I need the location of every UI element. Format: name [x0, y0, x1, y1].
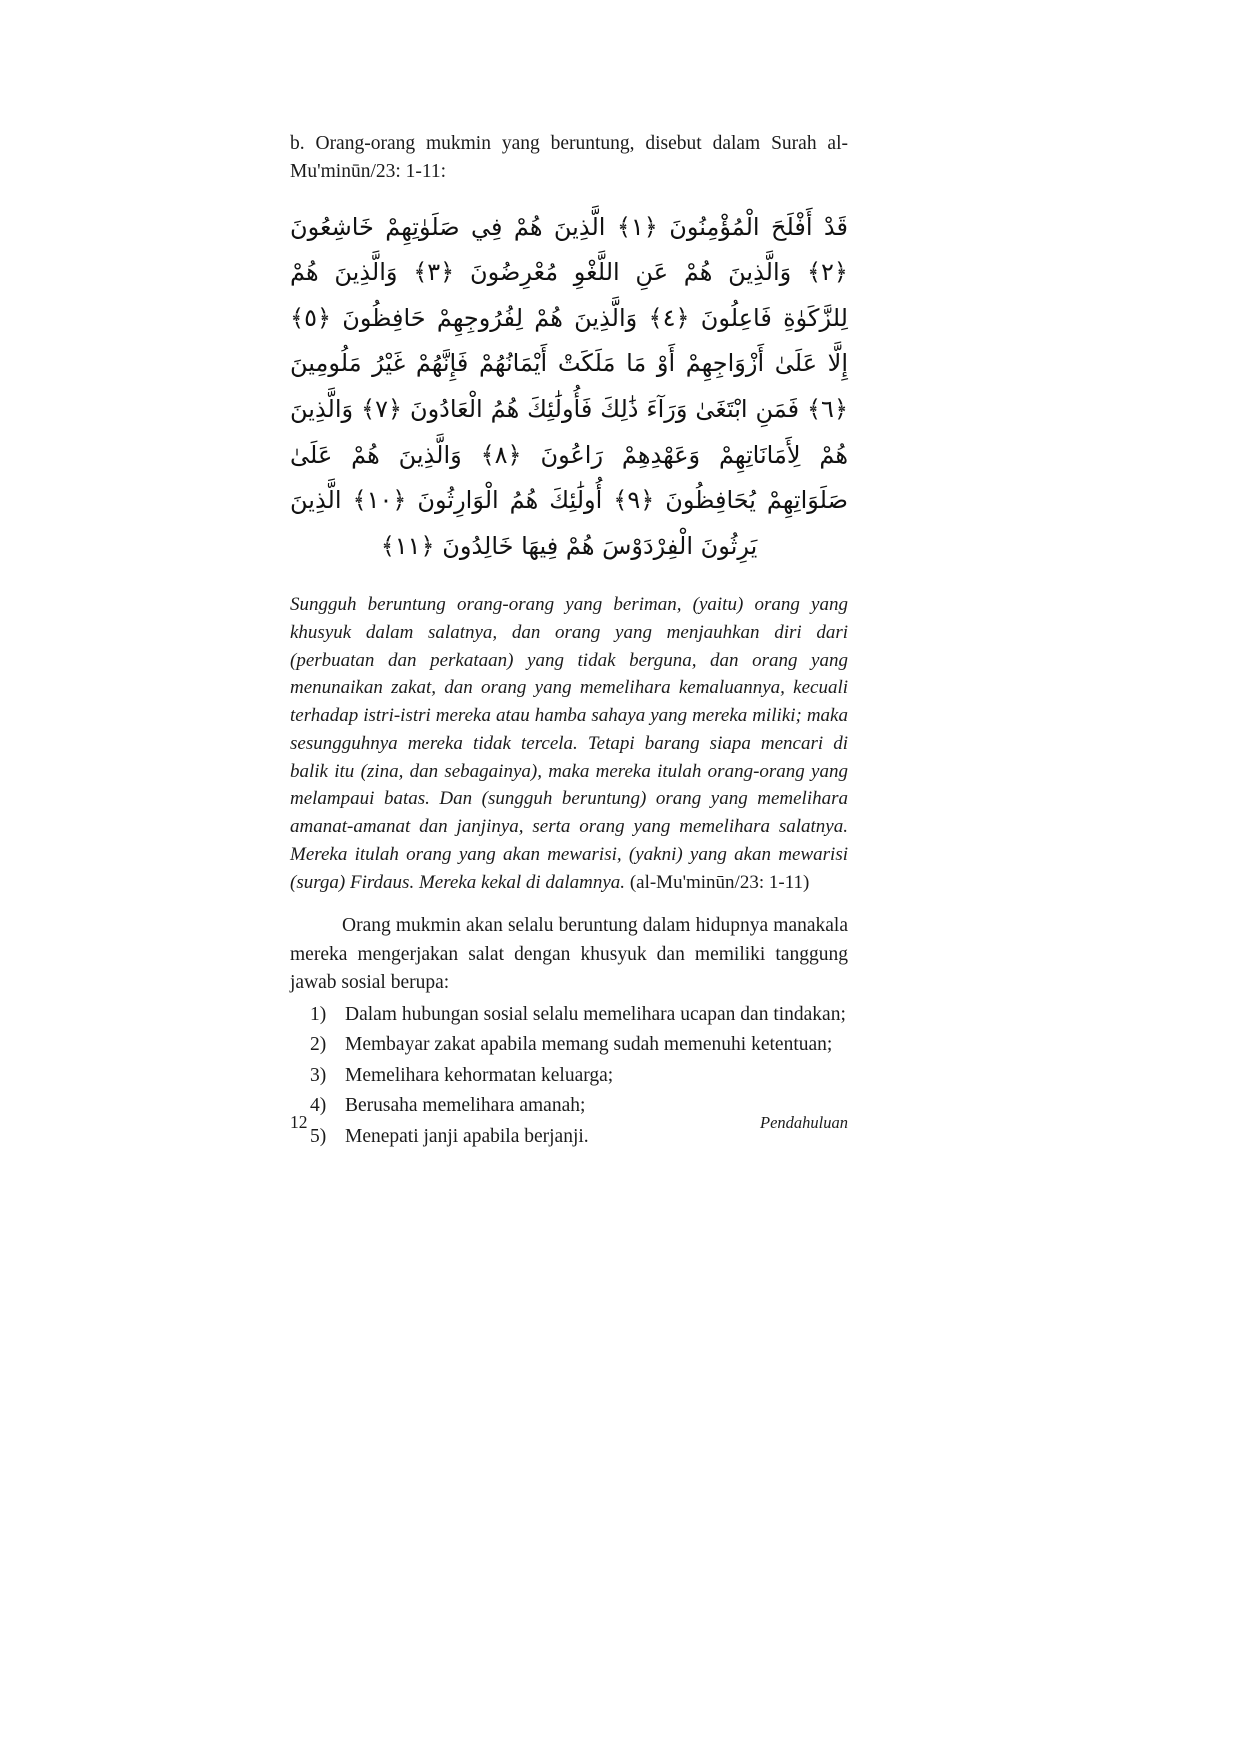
- list-item-text: Memelihara kehormatan keluarga;: [345, 1064, 614, 1086]
- section-heading: b. Orang-orang mukmin yang beruntung, disebut dalam Surah al-Mu'minūn/23: 1-11:: [290, 133, 848, 183]
- list-item: [290, 1031, 848, 1059]
- page-footer: [290, 1112, 848, 1133]
- list-item-text: Menepati janji apabila berjanji.: [345, 1125, 589, 1147]
- list-item-number: 2): [310, 1034, 327, 1056]
- list-item-text: Dalam hubungan sosial selalu memelihara ucapan dan tindakan;: [345, 1003, 846, 1025]
- list-item-number: 3): [310, 1064, 327, 1086]
- list-item-text: Membayar zakat apabila memang sudah memenuhi ketentuan;: [345, 1034, 833, 1056]
- body-paragraph: Orang mukmin akan selalu beruntung dalam hidupnya manakala mereka mengerjakan salat dengan khusyuk dan memiliki tanggung jawab sosial berupa:: [290, 915, 848, 994]
- page-number: 12: [290, 1112, 308, 1132]
- list-item-text: Berusaha memelihara amanah;: [345, 1095, 586, 1117]
- verse-reference: (al-Mu'minūn/23: 1-11): [629, 871, 810, 893]
- footer-section-title: Pendahuluan: [760, 1113, 848, 1132]
- verse-translation-text: Sungguh beruntung orang-orang yang beriman, (yaitu) orang yang khusyuk dalam salatnya, dan orang yang menjauhkan diri dari (perbuatan dan perkataan) yang tidak berguna, dan orang yang menunaikan zakat, dan orang yang memelihara kemaluannya, kecuali terhadap istri-istri mereka atau hamba sahaya yang mereka miliki; maka sesungguhnya mereka tidak tercela. Tetapi barang siapa mencari di balik itu (zina, dan sebagainya), maka mereka itulah orang-orang yang melampaui batas. Dan (sungguh beruntung) orang yang memelihara amanat-amanat dan janjinya, serta orang yang memelihara salatnya. Mereka itulah orang yang akan mewarisi, (yakni) yang akan mewarisi (surga) Firdaus. Mereka kekal di dalamnya.: [290, 594, 848, 893]
- list-item: [290, 1001, 848, 1029]
- quran-arabic-verse: قَدْ أَفْلَحَ الْمُؤْمِنُونَ ﴿١﴾ الَّذِينَ هُمْ فِي صَلَوٰتِهِمْ خَاشِعُونَ ﴿٢﴾ وَالَّذِينَ هُمْ عَنِ اللَّغْوِ مُعْرِضُونَ ﴿٣﴾ وَالَّذِينَ هُمْ لِلزَّكَوٰةِ فَاعِلُونَ ﴿٤﴾ وَالَّذِينَ هُمْ لِفُرُوجِهِمْ حَافِظُونَ ﴿٥﴾ إِلَّا عَلَىٰ أَزْوَاجِهِمْ أَوْ مَا مَلَكَتْ أَيْمَانُهُمْ فَإِنَّهُمْ غَيْرُ مَلُومِينَ ﴿٦﴾ فَمَنِ ابْتَغَىٰ وَرَآءَ ذَٰلِكَ فَأُولَٰئِكَ هُمُ الْعَادُونَ ﴿٧﴾ وَالَّذِينَ هُمْ لِأَمَانَاتِهِمْ وَعَهْدِهِمْ رَاعُونَ ﴿٨﴾ وَالَّذِينَ هُمْ عَلَىٰ صَلَوَاتِهِمْ يُحَافِظُونَ ﴿٩﴾ أُولَٰئِكَ هُمُ الْوَارِثُونَ ﴿١٠﴾ الَّذِينَ يَرِثُونَ الْفِرْدَوْسَ هُمْ فِيهَا خَالِدُونَ ﴿١١﴾: [290, 212, 849, 560]
- list-item-number: 4): [310, 1095, 327, 1117]
- list-item-number: 5): [310, 1125, 327, 1147]
- list-item: [290, 1062, 848, 1090]
- page-content: [290, 130, 848, 1151]
- list-item-number: 1): [310, 1003, 327, 1025]
- verse-translation: [290, 591, 848, 896]
